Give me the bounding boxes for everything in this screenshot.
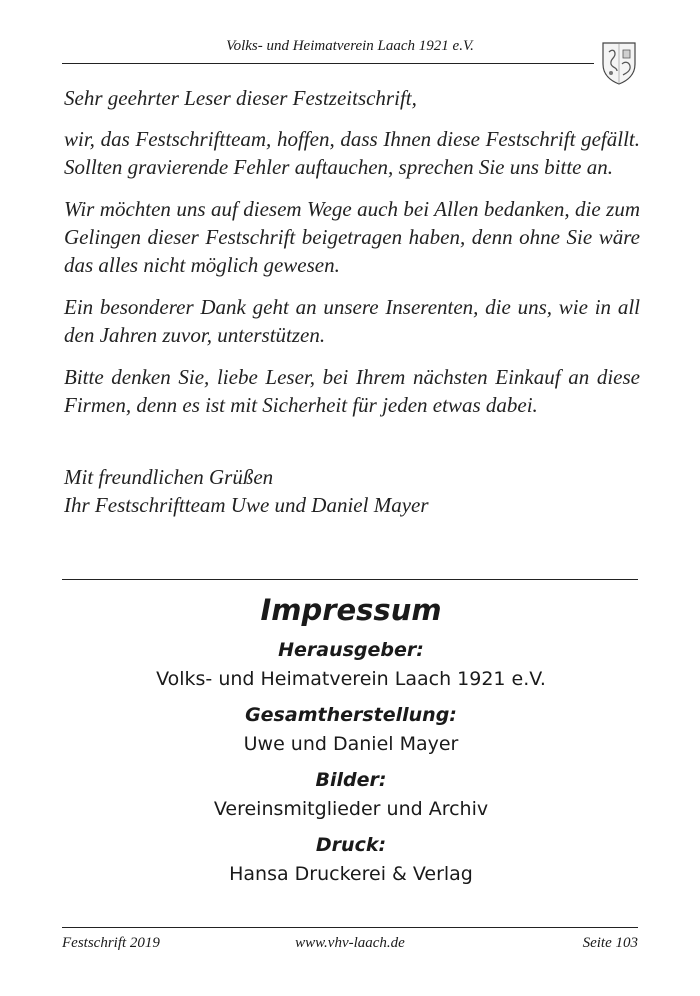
footer-page-number: Seite 103 bbox=[582, 935, 638, 951]
letter-paragraph: Ein besonderer Dank geht an unsere Inserenten, die uns, wie in all den Jahren zuvor, unterstützen. bbox=[64, 295, 640, 347]
letter-paragraph: wir, das Festschriftteam, hoffen, dass Ihnen diese Festschrift gefällt. Sollten gravierende Fehler auftauchen, sprechen Sie uns bitte an. bbox=[64, 127, 640, 179]
footer-publication: Festschrift 2019 bbox=[62, 935, 160, 951]
section-divider bbox=[62, 579, 638, 580]
impressum-label: Druck: bbox=[315, 834, 387, 856]
letter-paragraph: Bitte denken Sie, liebe Leser, bei Ihrem nächsten Einkauf an diese Firmen, denn es ist mit Sicherheit für jeden etwas dabei. bbox=[64, 365, 640, 417]
impressum-value: Volks- und Heimatverein Laach 1921 e.V. bbox=[156, 668, 546, 690]
impressum-label: Bilder: bbox=[315, 769, 387, 791]
impressum-value: Hansa Druckerei & Verlag bbox=[229, 863, 473, 885]
impressum-label: Herausgeber: bbox=[278, 639, 424, 661]
impressum-title: Impressum bbox=[260, 593, 442, 627]
coat-of-arms-icon bbox=[600, 40, 638, 86]
impressum-value: Uwe und Daniel Mayer bbox=[243, 733, 459, 755]
closing-salutation: Mit freundlichen Grüßen bbox=[64, 465, 274, 489]
footer-divider bbox=[62, 927, 638, 928]
letter-greeting: Sehr geehrter Leser dieser Festzeitschrift, bbox=[64, 86, 417, 110]
header-divider bbox=[62, 63, 594, 64]
footer-website: www.vhv-laach.de bbox=[295, 935, 405, 951]
header-title: Volks- und Heimatverein Laach 1921 e.V. bbox=[226, 38, 474, 54]
letter-closing bbox=[64, 463, 640, 519]
letter-body bbox=[64, 84, 640, 519]
closing-signature: Ihr Festschriftteam Uwe und Daniel Mayer bbox=[64, 493, 429, 517]
impressum-value: Vereinsmitglieder und Archiv bbox=[213, 798, 489, 820]
letter-paragraph: Wir möchten uns auf diesem Wege auch bei Allen bedanken, die zum Gelingen dieser Festschrift beigetragen haben, denn ohne Sie wäre das alles nicht möglich gewesen. bbox=[64, 197, 640, 277]
impressum-label: Gesamtherstellung: bbox=[245, 704, 457, 726]
impressum-section bbox=[62, 588, 640, 889]
